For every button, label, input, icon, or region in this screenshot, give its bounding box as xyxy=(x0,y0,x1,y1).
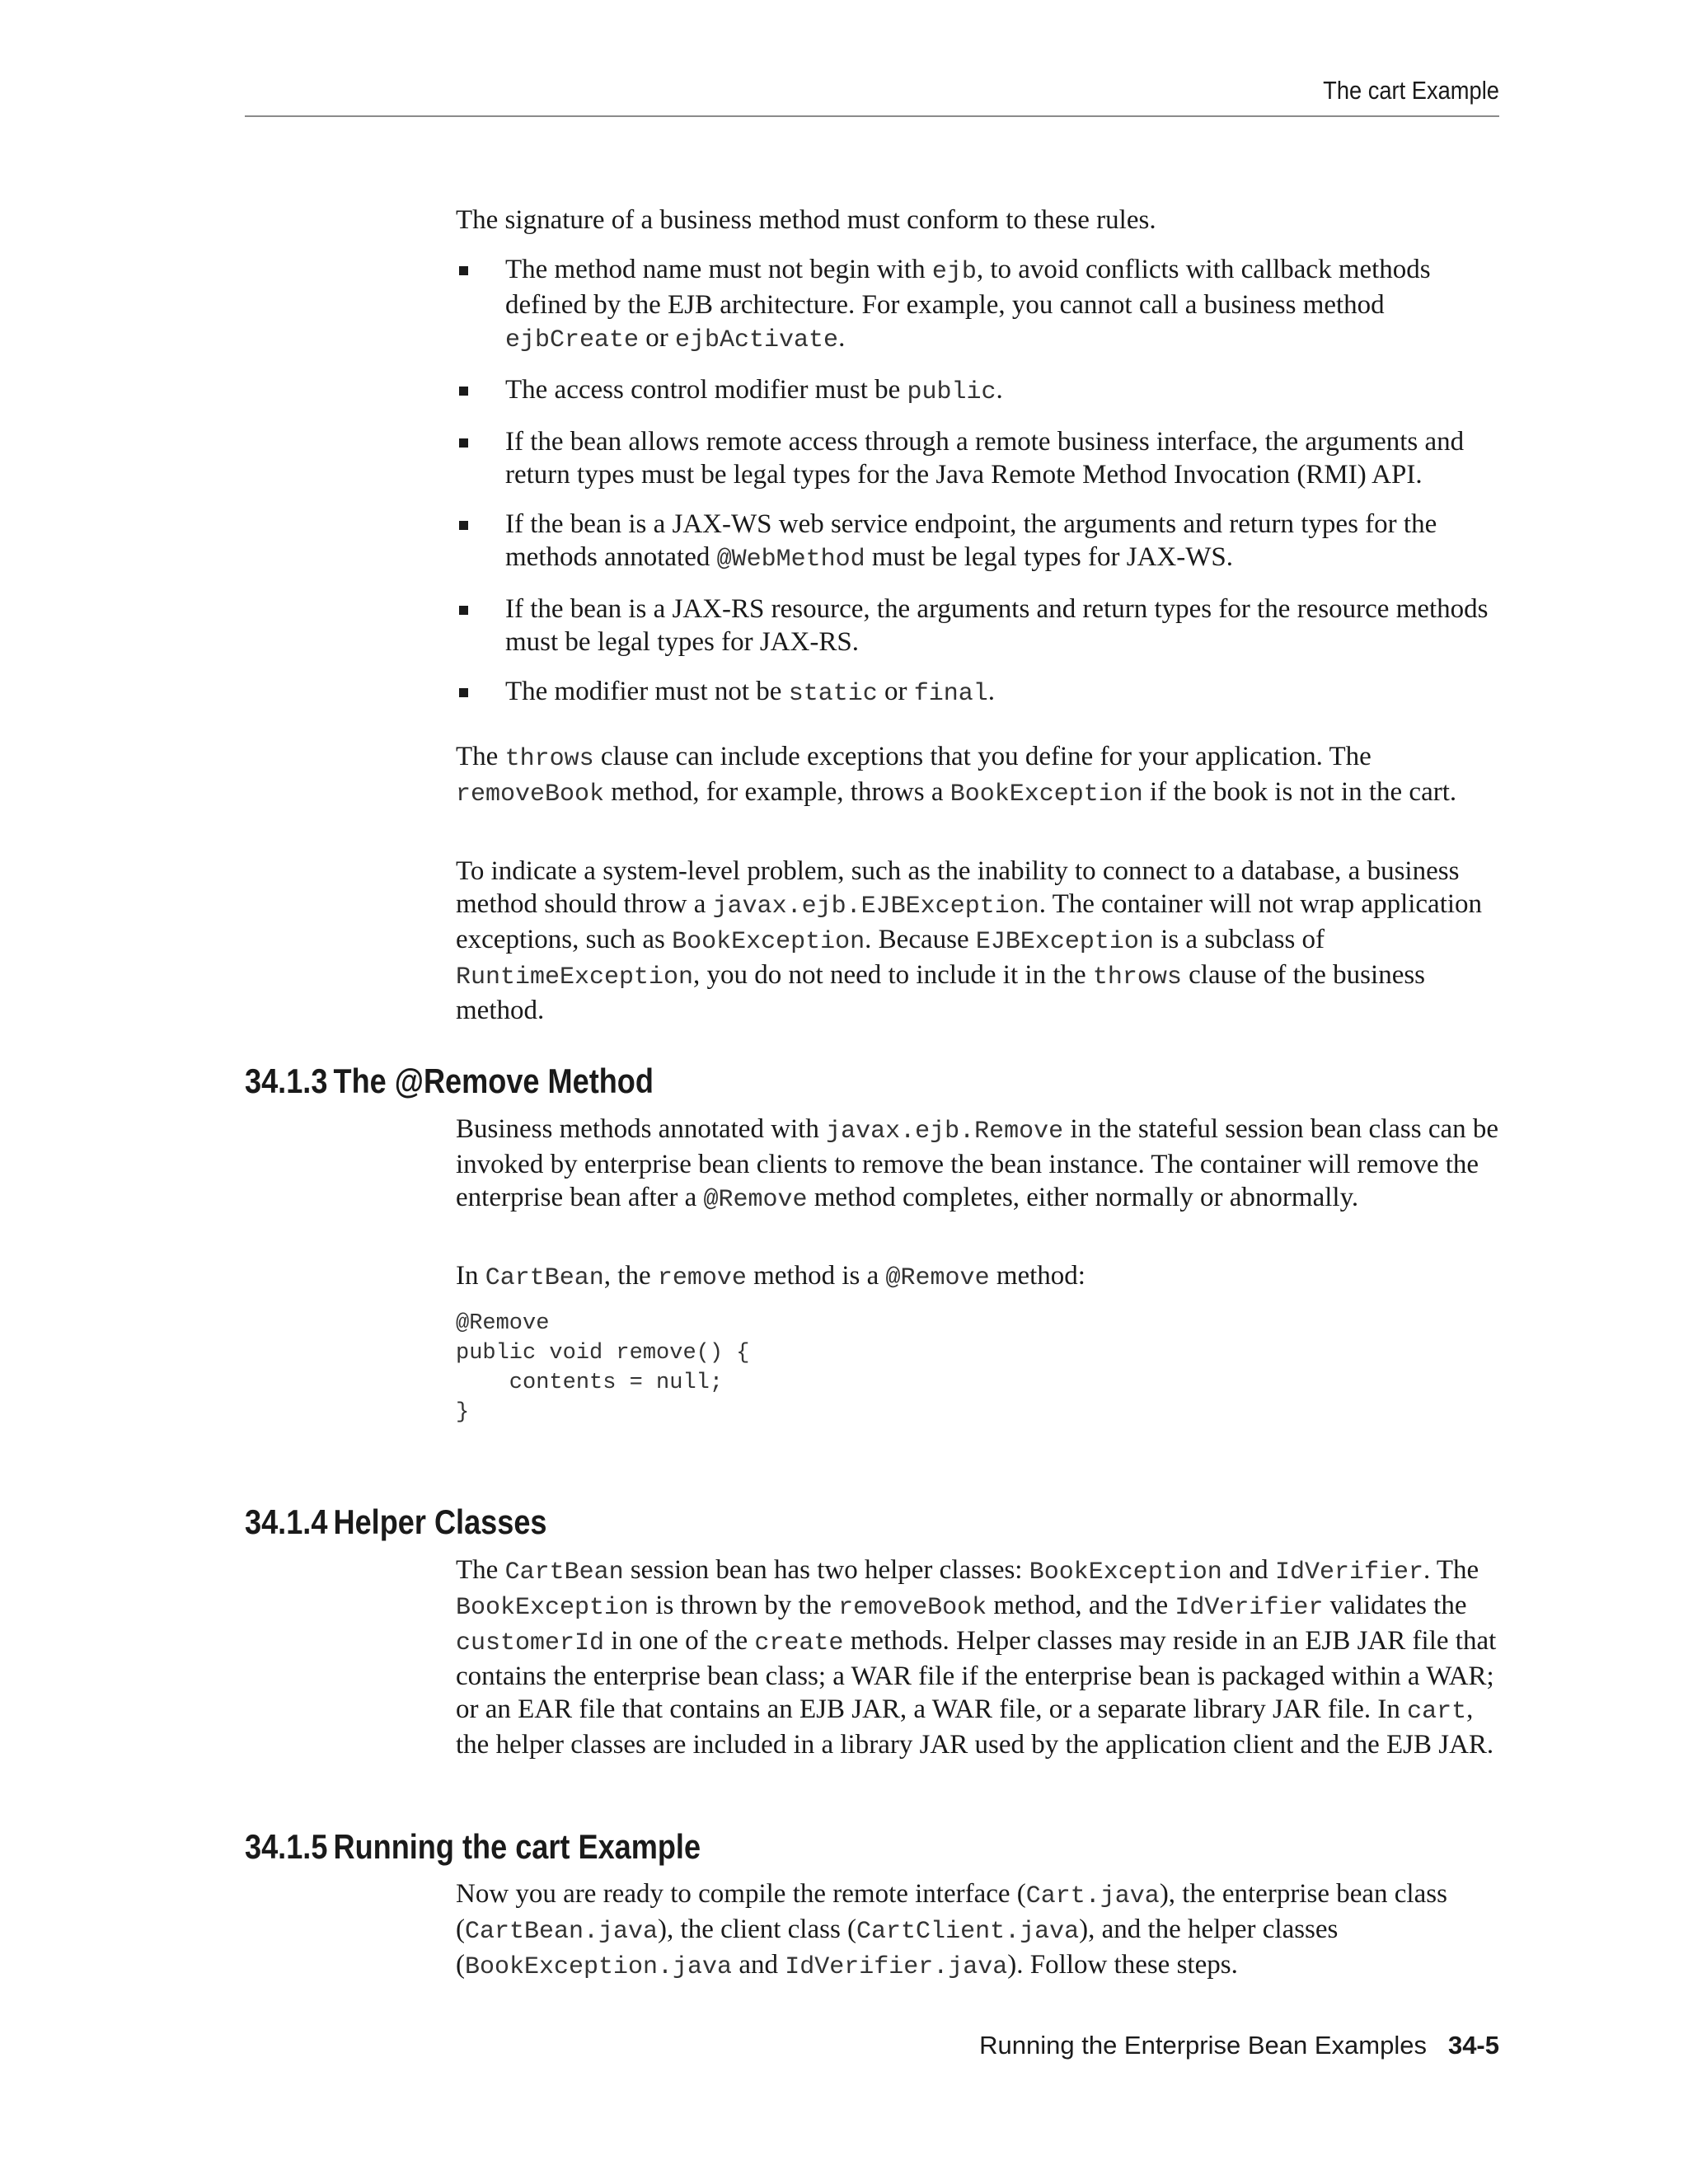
text-run: method, and the xyxy=(987,1591,1175,1620)
text-run: Business methods annotated with xyxy=(456,1114,827,1144)
list-item xyxy=(456,675,1501,710)
inline-code: BookException xyxy=(1029,1558,1222,1586)
section-number: 34.1.5 xyxy=(245,1827,328,1866)
bullet-marker xyxy=(459,266,468,275)
text-run: . xyxy=(996,375,1003,405)
inline-code: remove xyxy=(657,1264,747,1292)
text-run: If the bean is a JAX-RS resource, the arguments and return types for the resource methods must be legal types for JAX-RS. xyxy=(505,594,1489,657)
rules-list xyxy=(456,253,1501,710)
running-header xyxy=(245,76,1499,117)
inline-code: EJBException xyxy=(975,928,1154,956)
text-run: The access control modifier must be xyxy=(505,375,907,405)
text-run: ), and the helper classes ( xyxy=(456,1915,1339,1980)
running-paragraph xyxy=(456,1877,1501,1984)
inline-code: static xyxy=(788,680,878,708)
inline-code: CartClient.java xyxy=(856,1918,1080,1946)
inline-code: IdVerifier xyxy=(1274,1558,1423,1586)
text-run: ). Follow these steps. xyxy=(1007,1950,1238,1980)
text-run: . xyxy=(987,677,995,706)
text-run: methods. Helper classes may reside in an EJB JAR file that contains the enterprise bean class; a WAR file if the enterprise bean is packaged within a WAR; or an EAR file that contains an EJB JAR, a WAR file, or a separate library JAR file. In xyxy=(456,1626,1497,1724)
list-item xyxy=(456,508,1501,576)
helper-paragraph xyxy=(456,1554,1501,1761)
text-run: clause can include exceptions that you define for your application. The xyxy=(593,742,1372,771)
text-run: The xyxy=(456,742,505,771)
system-exception-paragraph xyxy=(456,855,1501,1027)
bullet-marker xyxy=(459,688,468,697)
text-run: clause of the business method. xyxy=(456,960,1426,1025)
throws-paragraph xyxy=(456,740,1501,811)
inline-code: CartBean xyxy=(485,1264,604,1292)
running-header-title: The cart Example xyxy=(1323,76,1499,105)
inline-code: BookException.java xyxy=(465,1953,733,1981)
text-run: session bean has two helper classes: xyxy=(623,1555,1029,1585)
code-block-remove: @Remove public void remove() { contents = null; } xyxy=(456,1311,750,1425)
list-item-text xyxy=(505,677,995,706)
intro-paragraph: The signature of a business method must conform to these rules. xyxy=(456,205,1156,235)
text-run: ), the client class ( xyxy=(658,1915,857,1944)
section-heading-running xyxy=(245,1827,701,1867)
inline-code: removeBook xyxy=(456,780,605,808)
inline-code: CartBean xyxy=(504,1558,624,1586)
inline-code: ejb xyxy=(931,258,977,286)
inline-code: throws xyxy=(1092,963,1182,991)
list-item xyxy=(456,593,1501,658)
inline-code: Cart.java xyxy=(1025,1882,1160,1910)
inline-code: cart xyxy=(1407,1698,1467,1726)
text-run: is thrown by the xyxy=(649,1591,839,1620)
text-run: method, for example, throws a xyxy=(604,777,950,807)
list-item-text xyxy=(505,509,1437,572)
section-number: 34.1.3 xyxy=(245,1062,328,1100)
list-item-text xyxy=(505,427,1464,490)
text-run: In xyxy=(456,1261,485,1291)
section-title: The @Remove Method xyxy=(333,1062,654,1100)
text-run: If the bean allows remote access through a remote business interface, the arguments and return types must be legal types for the Java Remote Method Invocation (RMI) API. xyxy=(505,427,1465,490)
section-title: Helper Classes xyxy=(333,1502,547,1541)
text-run: ), the enterprise bean class ( xyxy=(456,1879,1447,1944)
text-run: and xyxy=(1221,1555,1275,1585)
text-run: in one of the xyxy=(604,1626,755,1656)
list-item xyxy=(456,373,1501,409)
inline-code: @Remove xyxy=(703,1186,808,1214)
inline-code: BookException xyxy=(456,1594,649,1622)
inline-code: customerId xyxy=(456,1629,605,1657)
text-run: method is a xyxy=(746,1261,886,1291)
text-run: must be legal types for JAX-WS. xyxy=(865,542,1233,572)
inline-code: public xyxy=(907,378,996,406)
text-run: if the book is not in the cart. xyxy=(1142,777,1457,807)
text-run: is a subclass of xyxy=(1153,925,1325,954)
section-heading-helper xyxy=(245,1502,547,1542)
text-run: . xyxy=(838,323,846,353)
page-number: 34-5 xyxy=(1447,2031,1499,2060)
text-run: method completes, either normally or abnormally. xyxy=(807,1183,1359,1212)
text-run: validates the xyxy=(1323,1591,1467,1620)
list-item-text xyxy=(505,375,1003,405)
inline-code: RuntimeException xyxy=(456,963,694,991)
inline-code: BookException xyxy=(672,928,865,956)
section-heading-remove xyxy=(245,1062,654,1101)
text-run: , the xyxy=(603,1261,658,1291)
list-item xyxy=(456,253,1501,357)
inline-code: create xyxy=(754,1629,844,1657)
text-run: , the helper classes are included in a library JAR used by the application client and the EJB JAR. xyxy=(456,1694,1494,1760)
text-run: , to avoid conflicts with callback methods defined by the EJB architecture. For example, you cannot call a business method xyxy=(505,255,1431,320)
inline-code: ejbCreate xyxy=(505,326,640,354)
text-run: or xyxy=(639,323,676,353)
text-run: Now you are ready to compile the remote interface ( xyxy=(456,1879,1026,1909)
remove-paragraph xyxy=(456,1113,1501,1216)
inline-code: CartBean.java xyxy=(465,1918,659,1946)
section-number: 34.1.4 xyxy=(245,1502,328,1541)
inline-code: javax.ejb.Remove xyxy=(826,1118,1064,1146)
inline-code: @WebMethod xyxy=(716,546,865,574)
text-run: . Because xyxy=(865,925,976,954)
text-run: The xyxy=(456,1555,505,1585)
inline-code: BookException xyxy=(950,780,1143,808)
inline-code: ejbActivate xyxy=(675,326,839,354)
text-run: The method name must not begin with xyxy=(505,255,932,284)
text-run: or xyxy=(877,677,914,706)
list-item-text xyxy=(505,255,1431,353)
text-run: method: xyxy=(989,1261,1085,1291)
list-item xyxy=(456,425,1501,491)
text-run: . The container will not wrap application exceptions, such as xyxy=(456,889,1483,954)
inline-code: @Remove xyxy=(885,1264,990,1292)
inline-code: final xyxy=(913,680,988,708)
bullet-marker xyxy=(459,438,468,448)
text-run: , you do not need to include it in the xyxy=(693,960,1093,990)
section-title: Running the cart Example xyxy=(333,1827,701,1866)
text-run: The modifier must not be xyxy=(505,677,789,706)
page-footer xyxy=(979,2031,1499,2060)
text-run: . The xyxy=(1423,1555,1479,1585)
bullet-marker xyxy=(459,521,468,530)
text-run: To indicate a system-level problem, such as the inability to connect to a database, a business method should throw a xyxy=(456,856,1460,919)
list-item-text xyxy=(505,594,1489,657)
inline-code: IdVerifier.java xyxy=(785,1953,1008,1981)
inline-code: IdVerifier xyxy=(1175,1594,1324,1622)
bullet-marker xyxy=(459,606,468,615)
text-run: If the bean is a JAX-WS web service endpoint, the arguments and return types for the methods annotated xyxy=(505,509,1437,572)
cartbean-remove-paragraph xyxy=(456,1259,1501,1295)
inline-code: throws xyxy=(504,745,594,773)
inline-code: removeBook xyxy=(838,1594,987,1622)
text-run: in the stateful session bean class can be invoked by enterprise bean clients to remove the bean instance. The container will remove the enterprise bean after a xyxy=(456,1114,1499,1212)
inline-code: javax.ejb.EJBException xyxy=(712,893,1039,921)
footer-chapter-title: Running the Enterprise Bean Examples xyxy=(979,2031,1427,2060)
text-run: and xyxy=(732,1950,785,1980)
bullet-marker xyxy=(459,387,468,396)
